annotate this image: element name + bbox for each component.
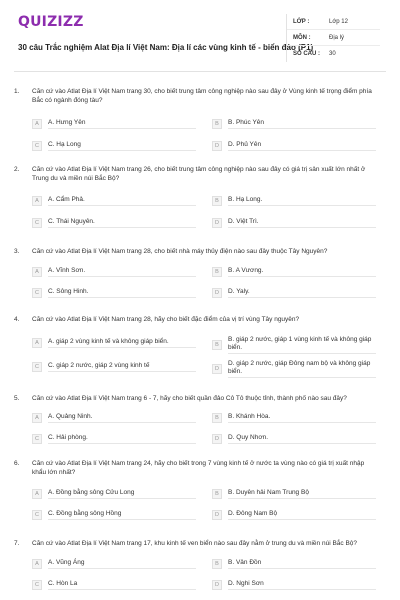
worksheet-header [14,10,386,72]
question-6 [14,459,386,518]
question-text: Căn cứ vào Atlat Địa lí Việt Nam trang 30, cho biết trung tâm công nghiệp nào sau đây ở Vùng kinh tế trọng điểm phía Bắc có ngành đóng tàu? [32,88,372,104]
meta-value: Địa lý [329,34,345,41]
question-4 [14,315,386,375]
option-text: C. giáp 2 nước, giáp 2 vùng kinh tế [48,362,196,372]
question-number: 5. [14,395,20,402]
option-text: C. Sông Hinh. [48,288,196,298]
option-b[interactable] [212,196,376,206]
question-7 [14,539,386,588]
option-text: B. giáp 2 nước, giáp 1 vùng kinh tế và không giáp biển. [228,336,376,354]
question-text: Căn cứ vào Atlat Địa lí Việt Nam trang 6 - 7, hãy cho biết quần đảo Cô Tô thuộc tỉnh, thành phố nào sau đây? [32,395,347,402]
option-letter-a: A [32,196,42,206]
option-letter-c: C [32,580,42,590]
question-number: 3. [14,248,20,255]
option-text: D. Nghi Sơn [228,580,376,590]
option-letter-d: D [212,141,222,151]
worksheet-title: 30 câu Trắc nghiệm Alat Địa lí Việt Nam: Địa lí các vùng kinh tế - biển đảo (P1) [18,43,314,52]
option-d[interactable] [212,434,376,444]
meta-key: MÔN : [293,34,311,41]
option-text: B. Hạ Long. [228,196,376,206]
option-b[interactable] [212,267,376,277]
option-letter-d: D [212,434,222,444]
option-text: A. giáp 2 vùng kinh tế và không giáp biển. [48,338,196,348]
option-text: B. Vân Đồn [228,559,376,569]
option-text: C. Đồng bằng sông Hồng [48,510,196,520]
option-letter-b: B [212,119,222,129]
option-letter-d: D [212,364,222,374]
option-letter-c: C [32,288,42,298]
option-c[interactable] [32,218,196,228]
question-text: Căn cứ vào Atlat Địa lí Việt Nam trang 28, cho biết nhà máy thủy điện nào sau đây thuộc Tây Nguyên? [32,248,328,255]
option-text: D. Yaly. [228,288,376,298]
question-number: 1. [14,88,20,95]
option-text: B. Phúc Yên [228,119,376,129]
option-text: D. Việt Trì. [228,218,376,228]
option-text: A. Đồng bằng sông Cửu Long [48,489,196,499]
question-5 [14,394,386,442]
option-letter-d: D [212,218,222,228]
question-text: Căn cứ vào Atlat Địa lí Việt Nam trang 24, hãy cho biết trong 7 vùng kinh tế ở nước ta vùng nào có giá trị xuất nhập khẩu lớn nhất? [32,460,365,476]
option-text: C. Hạ Long [48,141,196,151]
option-letter-d: D [212,510,222,520]
option-b[interactable] [212,559,376,569]
option-text: C. Hòn La [48,580,196,590]
option-b[interactable] [212,489,376,499]
option-letter-c: C [32,510,42,520]
option-letter-d: D [212,288,222,298]
option-text: D. giáp 2 nước, giáp Đông nam bộ và không giáp biển. [228,360,376,378]
option-c[interactable] [32,362,196,372]
option-b[interactable] [212,413,376,423]
option-letter-c: C [32,434,42,444]
option-letter-b: B [212,196,222,206]
option-letter-a: A [32,489,42,499]
option-c[interactable] [32,510,196,520]
meta-row-count [287,46,380,62]
option-d[interactable] [212,288,376,298]
option-text: D. Phủ Yên [228,141,376,151]
meta-table [286,14,380,62]
option-letter-b: B [212,413,222,423]
option-letter-b: B [212,340,222,350]
option-letter-a: A [32,119,42,129]
option-text: D. Quy Nhơn. [228,434,376,444]
option-text: A. Hưng Yên [48,119,196,129]
option-text: A. Vĩnh Sơn. [48,267,196,277]
meta-value: 30 [329,51,336,57]
option-letter-c: C [32,141,42,151]
option-b[interactable] [212,336,376,354]
meta-value: Lớp 12 [329,18,348,25]
meta-row-subject [287,30,380,46]
option-d[interactable] [212,510,376,520]
question-number: 4. [14,316,20,323]
option-text: B. Duyên hải Nam Trung Bộ [228,489,376,499]
option-letter-b: B [212,559,222,569]
option-a[interactable] [32,267,196,277]
meta-key: SỐ CÂU : [293,51,320,57]
option-c[interactable] [32,141,196,151]
option-c[interactable] [32,288,196,298]
quizizz-logo: QUIZIZZ [18,14,84,30]
meta-row-grade [287,14,380,30]
option-text: B. A Vương. [228,267,376,277]
question-1 [14,87,386,149]
question-number: 2. [14,166,20,173]
question-number: 7. [14,540,20,547]
option-text: C. Thái Nguyên. [48,218,196,228]
option-b[interactable] [212,119,376,129]
option-text: A. Cẩm Phả. [48,196,196,206]
option-text: C. Hải phòng. [48,434,196,444]
question-text: Căn cứ vào Atlat Địa lí Việt Nam trang 26, cho biết trung tâm công nghiệp nào sau đây có giá trị sản xuất lớn nhất ở Trung du và miền núi Bắc Bộ? [32,166,366,182]
option-a[interactable] [32,338,196,348]
question-3 [14,247,386,296]
option-a[interactable] [32,196,196,206]
option-c[interactable] [32,580,196,590]
option-a[interactable] [32,119,196,129]
option-letter-c: C [32,218,42,228]
meta-key: LỚP : [293,18,310,25]
option-d[interactable] [212,580,376,590]
option-letter-b: B [212,267,222,277]
question-2 [14,165,386,226]
option-text: A. Quảng Ninh. [48,413,196,423]
option-d[interactable] [212,360,376,378]
question-text: Căn cứ vào Atlat Địa lí Việt Nam trang 28, hãy cho biết đặc điểm của vị trí vùng Tây nguyên? [32,316,300,323]
option-text: A. Vũng Áng [48,559,196,569]
option-letter-d: D [212,580,222,590]
option-letter-a: A [32,338,42,348]
option-letter-b: B [212,489,222,499]
option-a[interactable] [32,559,196,569]
option-text: D. Đông Nam Bộ [228,510,376,520]
option-letter-a: A [32,413,42,423]
option-letter-a: A [32,559,42,569]
question-text: Căn cứ vào Atlat Địa lí Việt Nam trang 17, khu kinh tế ven biển nào sau đây nằm ở trung du và miền núi Bắc Bộ? [32,540,358,547]
option-a[interactable] [32,413,196,423]
option-d[interactable] [212,141,376,151]
option-letter-a: A [32,267,42,277]
option-letter-c: C [32,362,42,372]
option-a[interactable] [32,489,196,499]
option-c[interactable] [32,434,196,444]
option-text: B. Khánh Hòa. [228,413,376,423]
option-d[interactable] [212,218,376,228]
question-number: 6. [14,460,20,467]
